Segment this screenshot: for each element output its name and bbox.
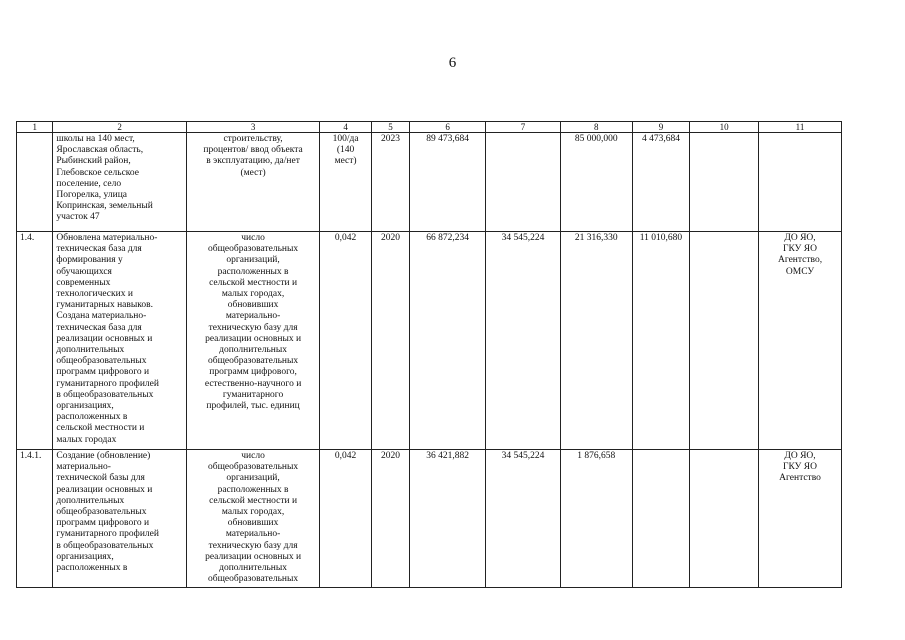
executors: ДО ЯО, ГКУ ЯО Агентство (759, 450, 842, 588)
year: 2020 (371, 450, 409, 588)
regional-funding: 21 316,330 (560, 232, 632, 450)
event-name: Обновлена материально- техническая база для формирования у обучающихся современных технологических и гуманитарных навыков. Создана материально- техническая база для реализации основных и дополнительных общеобразовательных программ цифрового и гуманитарного профилей в общеобразовательных организациях, расположенных в сельской местности и малых городах (53, 232, 186, 450)
table-row (17, 133, 842, 232)
column-number: 2 (53, 122, 186, 133)
indicator-name: число общеобразовательных организаций, расположенных в сельской местности и малых городах, обновивших материально- техническую базу для реализации основных и дополнительных общеобразовательных программ цифрового, естественно-научного и гуманитарного профилей, тыс. единиц (186, 232, 319, 450)
executors: ДО ЯО, ГКУ ЯО Агентство, ОМСУ (759, 232, 842, 450)
regional-funding: 85 000,000 (560, 133, 632, 232)
federal-funding (486, 133, 561, 232)
column-number: 11 (759, 122, 842, 133)
regional-funding: 1 876,658 (560, 450, 632, 588)
column-number: 7 (486, 122, 561, 133)
year: 2020 (371, 232, 409, 450)
program-table (16, 121, 842, 588)
other-funding (690, 232, 759, 450)
column-number: 10 (690, 122, 759, 133)
row-number: 1.4. (17, 232, 53, 450)
local-funding (632, 450, 690, 588)
total-funding: 66 872,234 (410, 232, 486, 450)
local-funding: 11 010,680 (632, 232, 690, 450)
column-number: 9 (632, 122, 690, 133)
year: 2023 (371, 133, 409, 232)
column-number: 4 (320, 122, 372, 133)
indicator-value: 100/да (140 мест) (320, 133, 372, 232)
indicator-name: число общеобразовательных организаций, расположенных в сельской местности и малых городах, обновивших материально- техническую базу для реализации основных и дополнительных общеобразовательных (186, 450, 319, 588)
indicator-value: 0,042 (320, 450, 372, 588)
table-row (17, 450, 842, 588)
column-number: 3 (186, 122, 319, 133)
column-number-row (17, 122, 842, 133)
column-number: 8 (560, 122, 632, 133)
page-number: 6 (448, 55, 457, 71)
row-number (17, 133, 53, 232)
federal-funding: 34 545,224 (486, 450, 561, 588)
row-number: 1.4.1. (17, 450, 53, 588)
indicator-value: 0,042 (320, 232, 372, 450)
total-funding: 36 421,882 (410, 450, 486, 588)
total-funding: 89 473,684 (410, 133, 486, 232)
column-number: 5 (371, 122, 409, 133)
executors (759, 133, 842, 232)
other-funding (690, 133, 759, 232)
indicator-name: строительству, процентов/ ввод объекта в эксплуатацию, да/нет (мест) (186, 133, 319, 232)
table-row (17, 232, 842, 450)
column-number: 1 (17, 122, 53, 133)
event-name: Создание (обновление) материально- технической базы для реализации основных и дополнительных общеобразовательных программ цифрового и гуманитарного профилей в общеобразовательных организациях, расположенных в (53, 450, 186, 588)
column-number: 6 (410, 122, 486, 133)
local-funding: 4 473,684 (632, 133, 690, 232)
federal-funding: 34 545,224 (486, 232, 561, 450)
event-name: школы на 140 мест, Ярославская область, Рыбинский район, Глебовское сельское поселение, село Погорелка, улица Копринская, земельный участок 47 (53, 133, 186, 232)
other-funding (690, 450, 759, 588)
